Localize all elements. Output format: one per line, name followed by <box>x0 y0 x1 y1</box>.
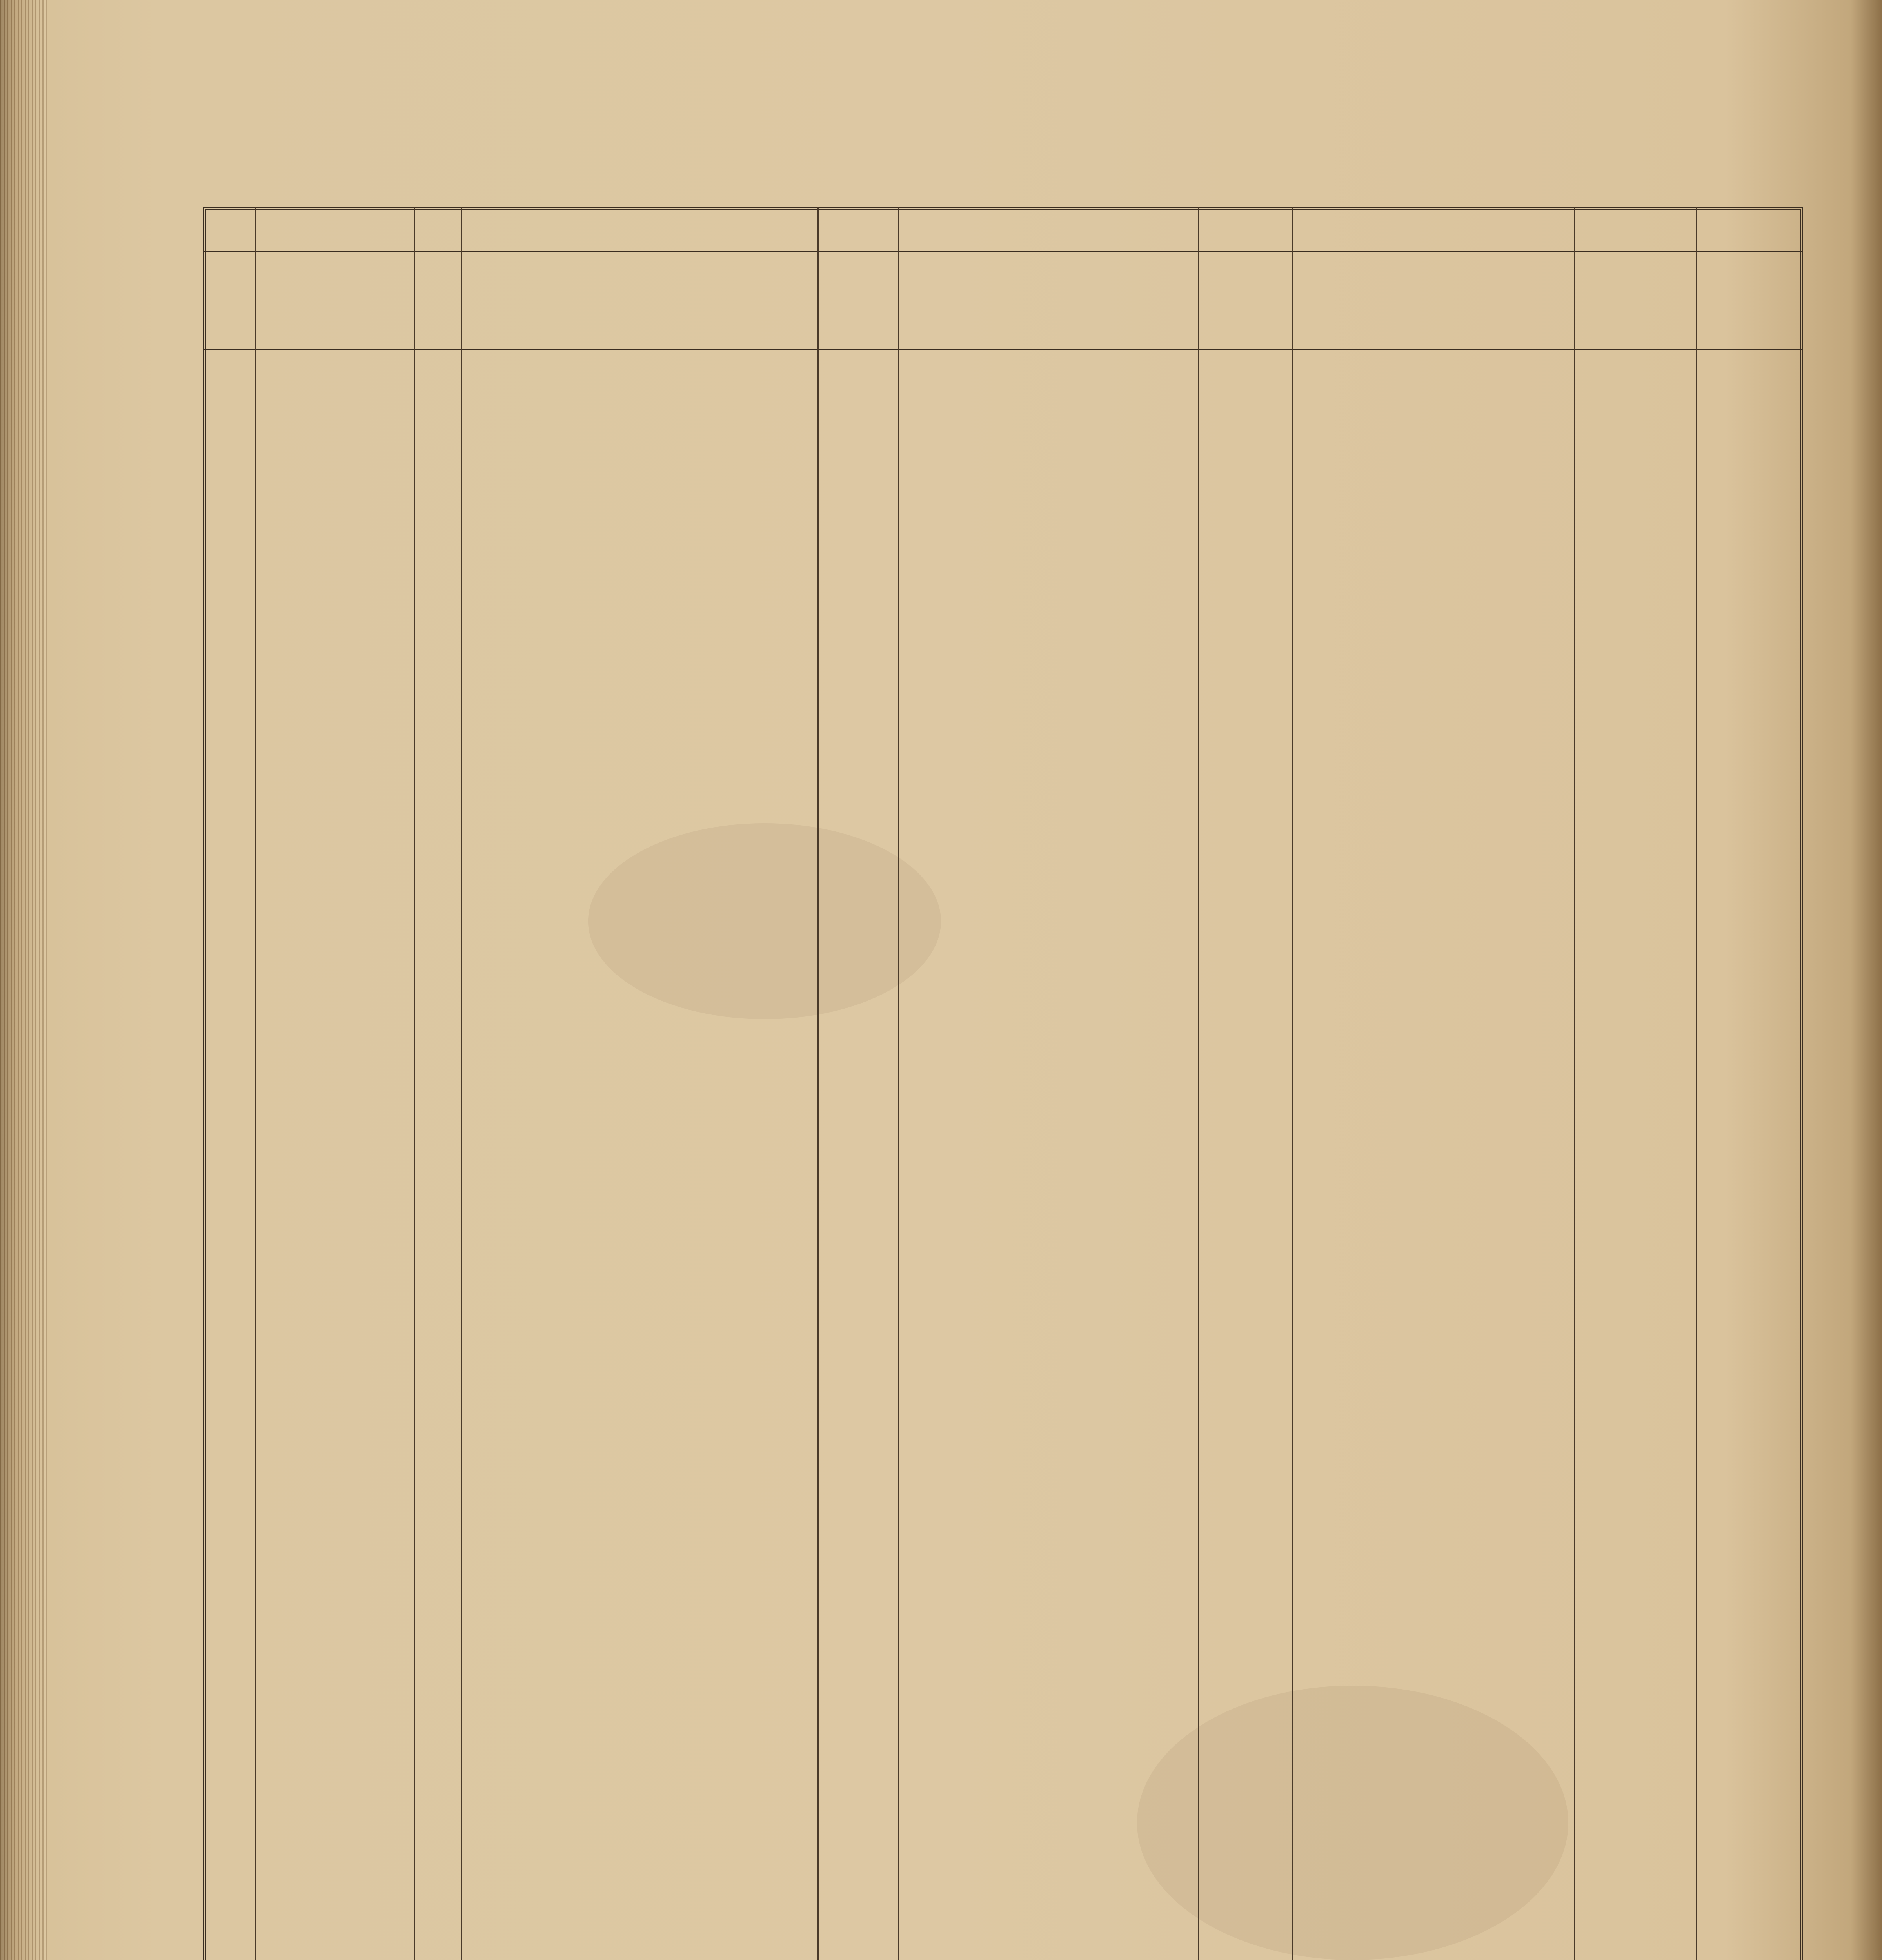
column-rule <box>1198 207 1199 1960</box>
column-rule <box>1292 207 1293 1960</box>
table-frame <box>203 207 1803 1960</box>
column-rule <box>898 207 899 1960</box>
column-rule <box>255 207 256 1960</box>
binding-shadow <box>0 0 47 1960</box>
column-rule <box>817 207 819 1960</box>
column-rule <box>1696 207 1697 1960</box>
column-rule <box>414 207 415 1960</box>
header-rule <box>203 251 1803 252</box>
column-rule <box>1574 207 1575 1960</box>
column-rule <box>461 207 462 1960</box>
header-rule <box>203 349 1803 350</box>
